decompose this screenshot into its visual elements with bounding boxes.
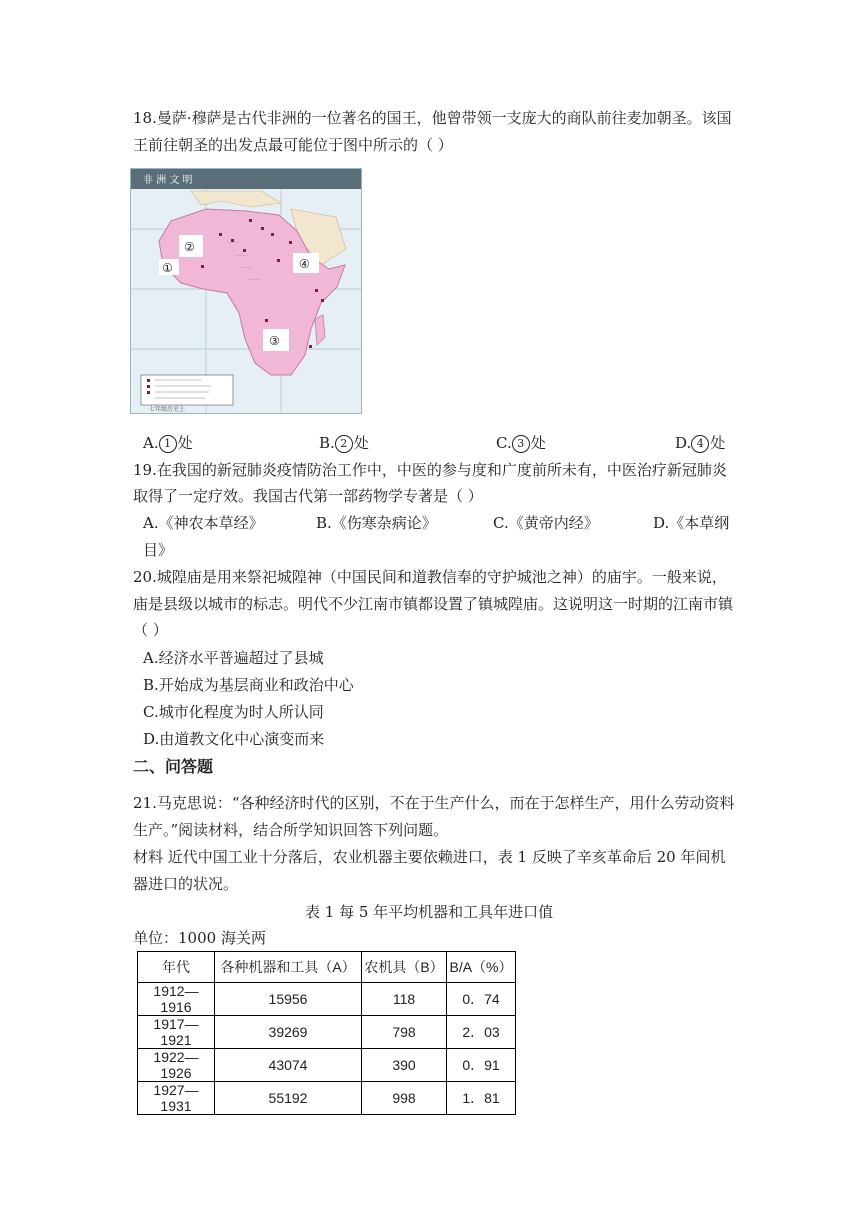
q18-option-a[interactable] [143, 432, 193, 454]
cell-machinery: 39269 [215, 1016, 362, 1049]
q19-stem-line2: 取得了一定疗效。我国古代第一部药物学专著是（ ） [133, 487, 483, 505]
circled-number: 2 [335, 435, 353, 453]
q20-stem-line3: （ ） [133, 621, 168, 639]
cell-farm-tools: 390 [362, 1049, 447, 1082]
option-text: 处 [353, 434, 369, 452]
map-title: 非 洲 文 明 [143, 175, 193, 186]
import-table [137, 951, 516, 1115]
table-row [138, 1049, 516, 1082]
option-text: 处 [177, 434, 193, 452]
q18-option-d[interactable] [675, 432, 725, 454]
cell-ratio: 2．03 [447, 1016, 516, 1049]
circled-number: 4 [691, 435, 709, 453]
svg-text:·······: ······· [249, 277, 261, 283]
col-header-farm-tools: 农机具（B） [362, 952, 447, 983]
q19-option-d-continued: 目》 [143, 541, 174, 559]
col-header-machinery: 各种机器和工具（A） [215, 952, 362, 983]
option-text: 处 [710, 434, 726, 452]
map-marker-3: ③ [269, 334, 280, 348]
q18-option-c[interactable] [496, 432, 546, 454]
cell-farm-tools: 118 [362, 983, 447, 1016]
col-header-year: 年代 [138, 952, 215, 983]
table-unit: 单位：1000 海关两 [133, 929, 266, 947]
svg-text:·······: ······· [227, 240, 239, 246]
q19-option-d[interactable]: D.《本草纲 [653, 514, 730, 532]
cell-year: 1917—1921 [138, 1016, 215, 1049]
svg-text:·······: ······· [241, 265, 253, 271]
q19-option-c[interactable]: C.《黄帝内经》 [493, 514, 599, 532]
option-letter: D. [675, 434, 692, 452]
circled-number: 3 [512, 435, 530, 453]
q19-stem-line1: 19.在我国的新冠肺炎疫情防治工作中，中医的参与度和广度前所未有，中医治疗新冠肺炎 [133, 461, 727, 479]
cell-year: 1927—1931 [138, 1082, 215, 1115]
cell-farm-tools: 998 [362, 1082, 447, 1115]
map-image [131, 169, 361, 413]
option-letter: B. [319, 434, 335, 452]
q21-stem-line1: 21.马克思说：“各种经济时代的区别，不在于生产什么，而在于怎样生产，用什么劳动资料 [133, 794, 735, 812]
q20-option-a[interactable]: A.经济水平普遍超过了县城 [143, 649, 324, 667]
q19-option-a[interactable]: A.《神农本草经》 [143, 514, 264, 532]
q21-material-line1: 材料 近代中国工业十分落后，农业机器主要依赖进口，表 1 反映了辛亥革命后 20 年间机 [133, 848, 726, 866]
cell-year: 1912—1916 [138, 983, 215, 1016]
q20-option-d[interactable]: D.由道教文化中心演变而来 [143, 730, 325, 748]
option-letter: A. [143, 434, 159, 452]
q18-stem-line1: 18.曼萨·穆萨是古代非洲的一位著名的国王，他曾带领一支庞大的商队前往麦加朝圣。该国 [133, 109, 732, 127]
map-footer: 七年级历史上 [149, 406, 186, 413]
table-header-row [138, 952, 516, 983]
q18-stem-line2: 王前往朝圣的出发点最可能位于图中所示的（ ） [133, 136, 453, 154]
map-marker-4: ④ [299, 257, 310, 271]
cell-ratio: 0．74 [447, 983, 516, 1016]
table-row [138, 1082, 516, 1115]
q21-stem-line2: 生产。”阅读材料，结合所学知识回答下列问题。 [133, 821, 449, 839]
col-header-ratio: B/A（%） [447, 952, 516, 983]
table-caption: 表 1 每 5 年平均机器和工具年进口值 [305, 903, 554, 921]
cell-farm-tools: 798 [362, 1016, 447, 1049]
svg-text:········: ········ [235, 253, 248, 259]
map-marker-1: ① [162, 261, 173, 275]
q20-stem-line2: 庙是县级以城市的标志。明代不少江南市镇都设置了镇城隍庙。这说明这一时期的江南市镇 [133, 595, 734, 613]
q20-option-b[interactable]: B.开始成为基层商业和政治中心 [143, 676, 354, 694]
cell-ratio: 1．81 [447, 1082, 516, 1115]
q20-stem-line1: 20.城隍庙是用来祭祀城隍神（中国民间和道教信奉的守护城池之神）的庙宇。一般来说， [133, 568, 727, 586]
q20-option-c[interactable]: C.城市化程度为时人所认同 [143, 703, 324, 721]
table-row [138, 983, 516, 1016]
circled-number: 1 [159, 435, 177, 453]
map-legend [141, 375, 233, 405]
cell-machinery: 43074 [215, 1049, 362, 1082]
cell-ratio: 0．91 [447, 1049, 516, 1082]
table-row [138, 1016, 516, 1049]
option-text: 处 [530, 434, 546, 452]
africa-civilization-map [130, 168, 362, 414]
cell-machinery: 15956 [215, 983, 362, 1016]
section-heading: 二、问答题 [133, 757, 214, 776]
q18-option-b[interactable] [319, 432, 369, 454]
q19-option-b[interactable]: B.《伤寒杂病论》 [316, 514, 437, 532]
cell-machinery: 55192 [215, 1082, 362, 1115]
cell-year: 1922—1926 [138, 1049, 215, 1082]
map-marker-2: ② [184, 240, 195, 254]
option-letter: C. [496, 434, 512, 452]
q21-material-line2: 器进口的状况。 [133, 875, 239, 893]
